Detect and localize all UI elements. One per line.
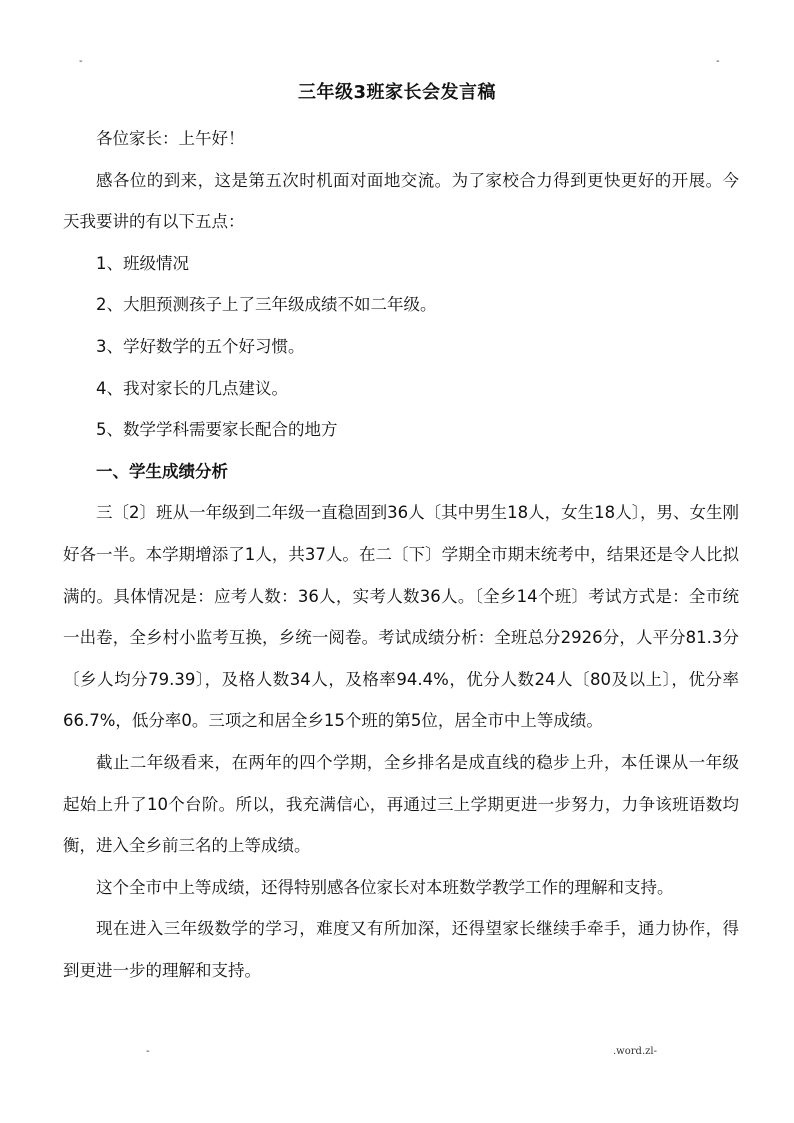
footer-left-mark: - [146, 1046, 150, 1057]
document-title: 三年级3班家长会发言稿 [297, 82, 497, 103]
agenda-item-2: 2、大胆预测孩子上了三年级成绩不如二年级。 [96, 295, 437, 315]
agenda-item-5: 5、数学学科需要家长配合的地方 [96, 420, 338, 440]
document-body [63, 118, 739, 991]
header-right-mark: - [716, 56, 720, 67]
greeting: 各位家长：上午好！ [96, 129, 245, 148]
agenda-item-4: 4、我对家长的几点建议。 [96, 378, 288, 398]
cooperation-paragraph: 现在进入三年级数学的学习，难度又有所加深，还得望家长继续手牵手，通力协作，得到更进一步的理解和支持。 [63, 919, 739, 980]
section-heading: 一、学生成绩分析 [96, 461, 228, 481]
agenda-item-3: 3、学好数学的五个好习惯。 [96, 336, 305, 356]
thanks-paragraph: 这个全市中上等成绩，还得特别感各位家长对本班数学教学工作的理解和支持。 [96, 877, 674, 897]
footer-right-mark: .word.zl- [613, 1046, 657, 1057]
ranking-paragraph: 截止二年级看来，在两年的四个学期，全乡排名是成直线的稳步上升，本任课从一年级起始上升了10个台阶。所以，我充满信心，再通过三上学期更进一步努力，力争该班语数均衡，进入全乡前三名的上等成绩。 [63, 752, 739, 856]
intro-paragraph: 感各位的到来，这是第五次时机面对面地交流。为了家校合力得到更快更好的开展。今天我要讲的有以下五点： [63, 170, 739, 232]
score-analysis-paragraph: 三〔2〕班从一年级到二年级一直稳固到36人〔其中男生18人，女生18人〕，男、女生刚好各一半。本学期增添了1人，共37人。在二〔下〕学期全市期末统考中，结果还是令人比拟满的。具体情况是：应考人数：36人，实考人数36人。〔全乡14个班〕考试方式是：全市统一出卷，全乡村小监考互换，乡统一阅卷。考试成绩分析：全班总分2926分，人平分81.3分〔乡人均分79.39〕，及格人数34人，及格率94.4%，优分人数24人〔80及以上〕，优分率66.7%，低分率0。三项之和居全乡15个班的第5位，居全市中上等成绩。 [63, 503, 739, 731]
header-left-mark: - [79, 56, 83, 67]
agenda-item-1: 1、班级情况 [96, 253, 189, 273]
